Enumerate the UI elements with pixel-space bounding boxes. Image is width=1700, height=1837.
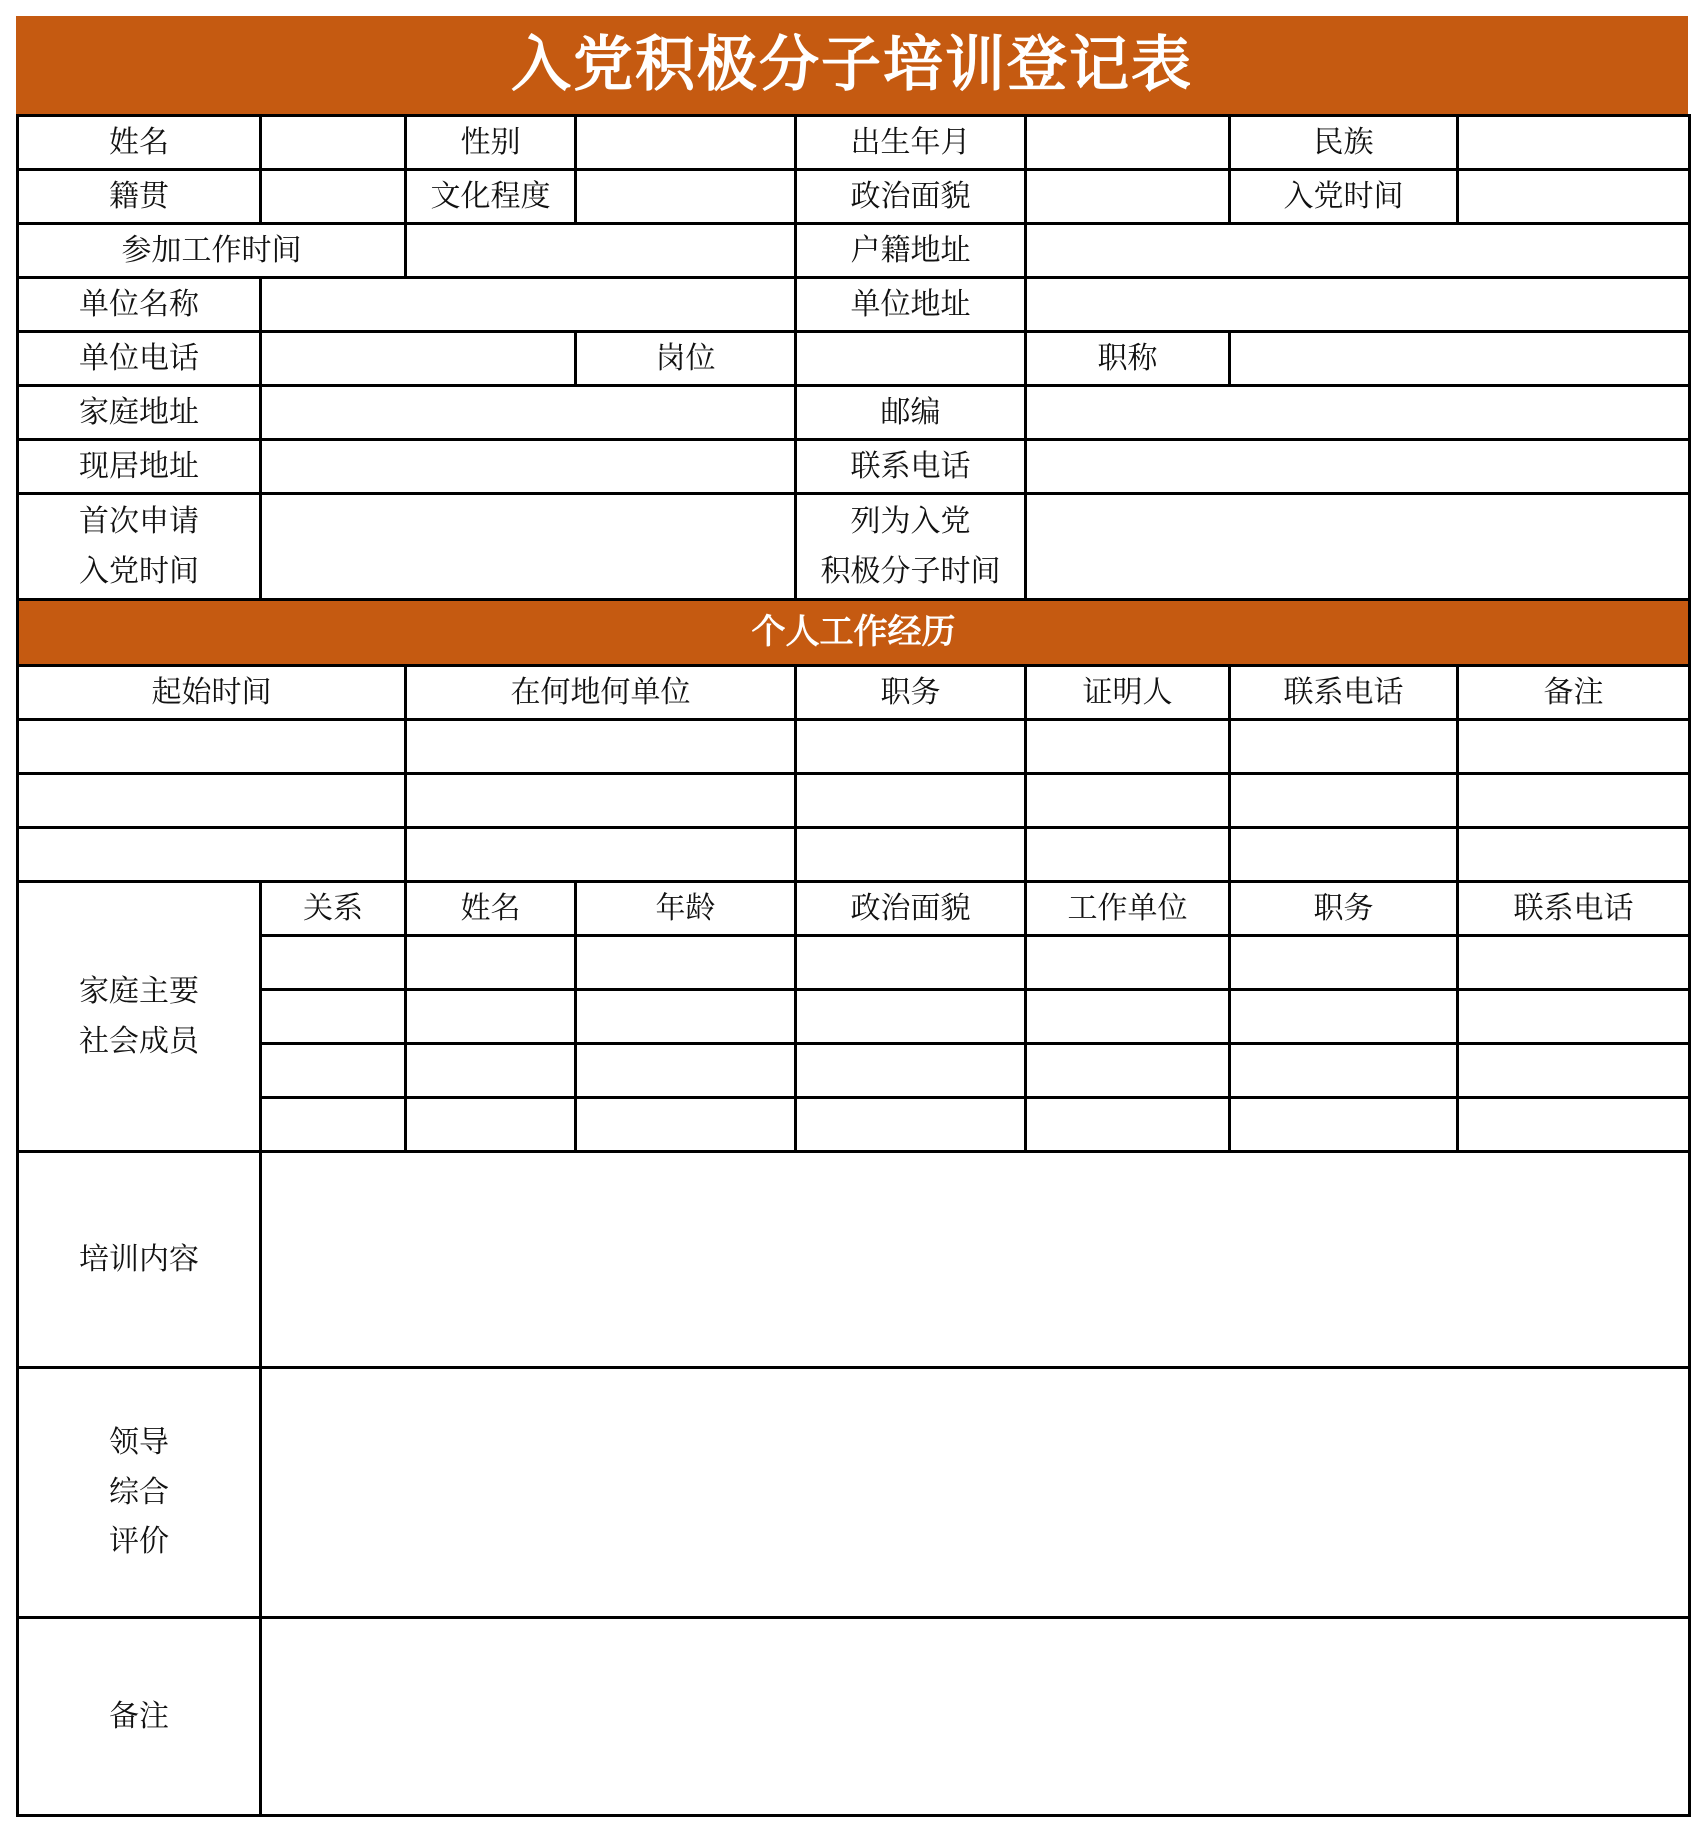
activist-time-label-line2: 积极分子时间 [820, 553, 1001, 589]
work-history-section-title: 个人工作经历 [18, 600, 1690, 666]
home-address-field[interactable] [261, 386, 796, 440]
work-history-cell[interactable] [18, 774, 406, 828]
family-cell[interactable] [1230, 1044, 1458, 1098]
work-start-time-field[interactable] [406, 224, 796, 278]
family-cell[interactable] [406, 1044, 576, 1098]
work-history-cell[interactable] [1230, 774, 1458, 828]
work-history-cell[interactable] [1230, 828, 1458, 882]
work-history-cell[interactable] [1026, 720, 1230, 774]
basic-info-row [18, 116, 1690, 170]
family-cell[interactable] [576, 990, 796, 1044]
household-address-label: 户籍地址 [796, 224, 1026, 278]
postcode-label: 邮编 [796, 386, 1026, 440]
family-cell[interactable] [1026, 936, 1230, 990]
name-field[interactable] [261, 116, 406, 170]
basic-info-row [18, 386, 1690, 440]
home-address-label: 家庭地址 [18, 386, 261, 440]
family-header-political-status: 政治面貌 [796, 882, 1026, 936]
education-field[interactable] [576, 170, 796, 224]
family-cell[interactable] [406, 990, 576, 1044]
family-header-phone: 联系电话 [1458, 882, 1690, 936]
family-cell[interactable] [1230, 990, 1458, 1044]
work-history-cell[interactable] [1026, 774, 1230, 828]
work-history-header-remarks: 备注 [1458, 666, 1690, 720]
family-cell[interactable] [261, 990, 406, 1044]
family-row [18, 936, 1690, 990]
employer-address-field[interactable] [1026, 278, 1690, 332]
work-history-row [18, 720, 1690, 774]
basic-info-row [18, 278, 1690, 332]
work-history-header-start-time: 起始时间 [18, 666, 406, 720]
education-label: 文化程度 [406, 170, 576, 224]
household-address-field[interactable] [1026, 224, 1690, 278]
leader-review-label-line3: 评价 [109, 1524, 169, 1560]
training-content-field[interactable] [261, 1152, 1690, 1368]
birth-label: 出生年月 [796, 116, 1026, 170]
training-content-label: 培训内容 [18, 1152, 261, 1368]
position-label: 岗位 [576, 332, 796, 386]
ethnicity-label: 民族 [1230, 116, 1458, 170]
family-cell[interactable] [1458, 1044, 1690, 1098]
family-cell[interactable] [796, 1098, 1026, 1152]
native-place-field[interactable] [261, 170, 406, 224]
family-cell[interactable] [796, 1044, 1026, 1098]
family-members-label-line1: 家庭主要 [79, 974, 199, 1009]
family-cell[interactable] [576, 1044, 796, 1098]
leader-review-label-line1: 领导 [109, 1425, 169, 1461]
employer-address-label: 单位地址 [796, 278, 1026, 332]
training-content-row [18, 1152, 1690, 1368]
family-cell[interactable] [261, 1098, 406, 1152]
family-cell[interactable] [576, 936, 796, 990]
work-history-header-row [18, 666, 1690, 720]
family-header-row [18, 882, 1690, 936]
employer-name-label: 单位名称 [18, 278, 261, 332]
contact-phone-field[interactable] [1026, 440, 1690, 494]
family-row [18, 990, 1690, 1044]
registration-form [16, 16, 1688, 1817]
leader-review-label [18, 1368, 261, 1618]
birth-field[interactable] [1026, 116, 1230, 170]
family-header-relation: 关系 [261, 882, 406, 936]
work-history-cell[interactable] [1026, 828, 1230, 882]
remarks-row [18, 1618, 1690, 1816]
work-history-cell[interactable] [406, 774, 796, 828]
family-cell[interactable] [796, 936, 1026, 990]
work-history-cell[interactable] [1230, 720, 1458, 774]
gender-field[interactable] [576, 116, 796, 170]
family-row [18, 1044, 1690, 1098]
family-header-employer: 工作单位 [1026, 882, 1230, 936]
basic-info-row [18, 170, 1690, 224]
family-row [18, 1098, 1690, 1152]
work-history-cell[interactable] [796, 720, 1026, 774]
position-field[interactable] [796, 332, 1026, 386]
postcode-field[interactable] [1026, 386, 1690, 440]
work-history-cell[interactable] [18, 720, 406, 774]
family-cell[interactable] [406, 936, 576, 990]
employer-phone-field[interactable] [261, 332, 576, 386]
work-history-cell[interactable] [18, 828, 406, 882]
family-cell[interactable] [261, 936, 406, 990]
family-cell[interactable] [1458, 1098, 1690, 1152]
family-members-label [18, 882, 261, 1152]
form-title: 入党积极分子培训登记表 [16, 16, 1688, 114]
work-history-cell[interactable] [796, 828, 1026, 882]
family-cell[interactable] [1458, 990, 1690, 1044]
family-cell[interactable] [796, 990, 1026, 1044]
current-address-label: 现居地址 [18, 440, 261, 494]
contact-phone-label: 联系电话 [796, 440, 1026, 494]
title-rank-label: 职称 [1026, 332, 1230, 386]
first-apply-label [18, 494, 261, 600]
family-cell[interactable] [1230, 936, 1458, 990]
join-party-time-field[interactable] [1458, 170, 1690, 224]
activist-time-label-line1: 列为入党 [850, 504, 971, 539]
remarks-field[interactable] [261, 1618, 1690, 1816]
family-cell[interactable] [1026, 990, 1230, 1044]
family-cell[interactable] [406, 1098, 576, 1152]
family-cell[interactable] [1026, 1098, 1230, 1152]
family-cell[interactable] [261, 1044, 406, 1098]
title-rank-field[interactable] [1230, 332, 1690, 386]
name-label: 姓名 [18, 116, 261, 170]
family-members-label-line2: 社会成员 [79, 1023, 199, 1059]
activist-time-field[interactable] [1026, 494, 1690, 600]
first-apply-label-line1: 首次申请 [79, 504, 199, 539]
leader-review-row [18, 1368, 1690, 1618]
form-table [16, 114, 1691, 1817]
current-address-field[interactable] [261, 440, 796, 494]
work-history-header-place-employer: 在何地何单位 [406, 666, 796, 720]
family-header-age: 年龄 [576, 882, 796, 936]
work-history-section-row [18, 600, 1690, 666]
activist-time-label [796, 494, 1026, 600]
work-history-cell[interactable] [406, 828, 796, 882]
employer-name-field[interactable] [261, 278, 796, 332]
basic-info-row [18, 494, 1690, 600]
work-history-cell[interactable] [796, 774, 1026, 828]
work-history-row [18, 774, 1690, 828]
family-header-name: 姓名 [406, 882, 576, 936]
family-cell[interactable] [1458, 936, 1690, 990]
native-place-label: 籍贯 [18, 170, 261, 224]
work-history-header-duty: 职务 [796, 666, 1026, 720]
ethnicity-field[interactable] [1458, 116, 1690, 170]
leader-review-label-line2: 综合 [109, 1474, 169, 1510]
basic-info-row [18, 332, 1690, 386]
basic-info-row [18, 224, 1690, 278]
political-status-label: 政治面貌 [796, 170, 1026, 224]
work-history-cell[interactable] [1458, 720, 1690, 774]
work-history-row [18, 828, 1690, 882]
remarks-label: 备注 [18, 1618, 261, 1816]
work-start-time-label: 参加工作时间 [18, 224, 406, 278]
family-cell[interactable] [1230, 1098, 1458, 1152]
basic-info-row [18, 440, 1690, 494]
work-history-cell[interactable] [1458, 828, 1690, 882]
work-history-header-witness: 证明人 [1026, 666, 1230, 720]
first-apply-label-line2: 入党时间 [79, 553, 199, 589]
family-header-duty: 职务 [1230, 882, 1458, 936]
join-party-time-label: 入党时间 [1230, 170, 1458, 224]
work-history-cell[interactable] [406, 720, 796, 774]
gender-label: 性别 [406, 116, 576, 170]
political-status-field[interactable] [1026, 170, 1230, 224]
work-history-header-phone: 联系电话 [1230, 666, 1458, 720]
family-cell[interactable] [576, 1098, 796, 1152]
work-history-cell[interactable] [1458, 774, 1690, 828]
leader-review-field[interactable] [261, 1368, 1690, 1618]
family-cell[interactable] [1026, 1044, 1230, 1098]
employer-phone-label: 单位电话 [18, 332, 261, 386]
first-apply-field[interactable] [261, 494, 796, 600]
